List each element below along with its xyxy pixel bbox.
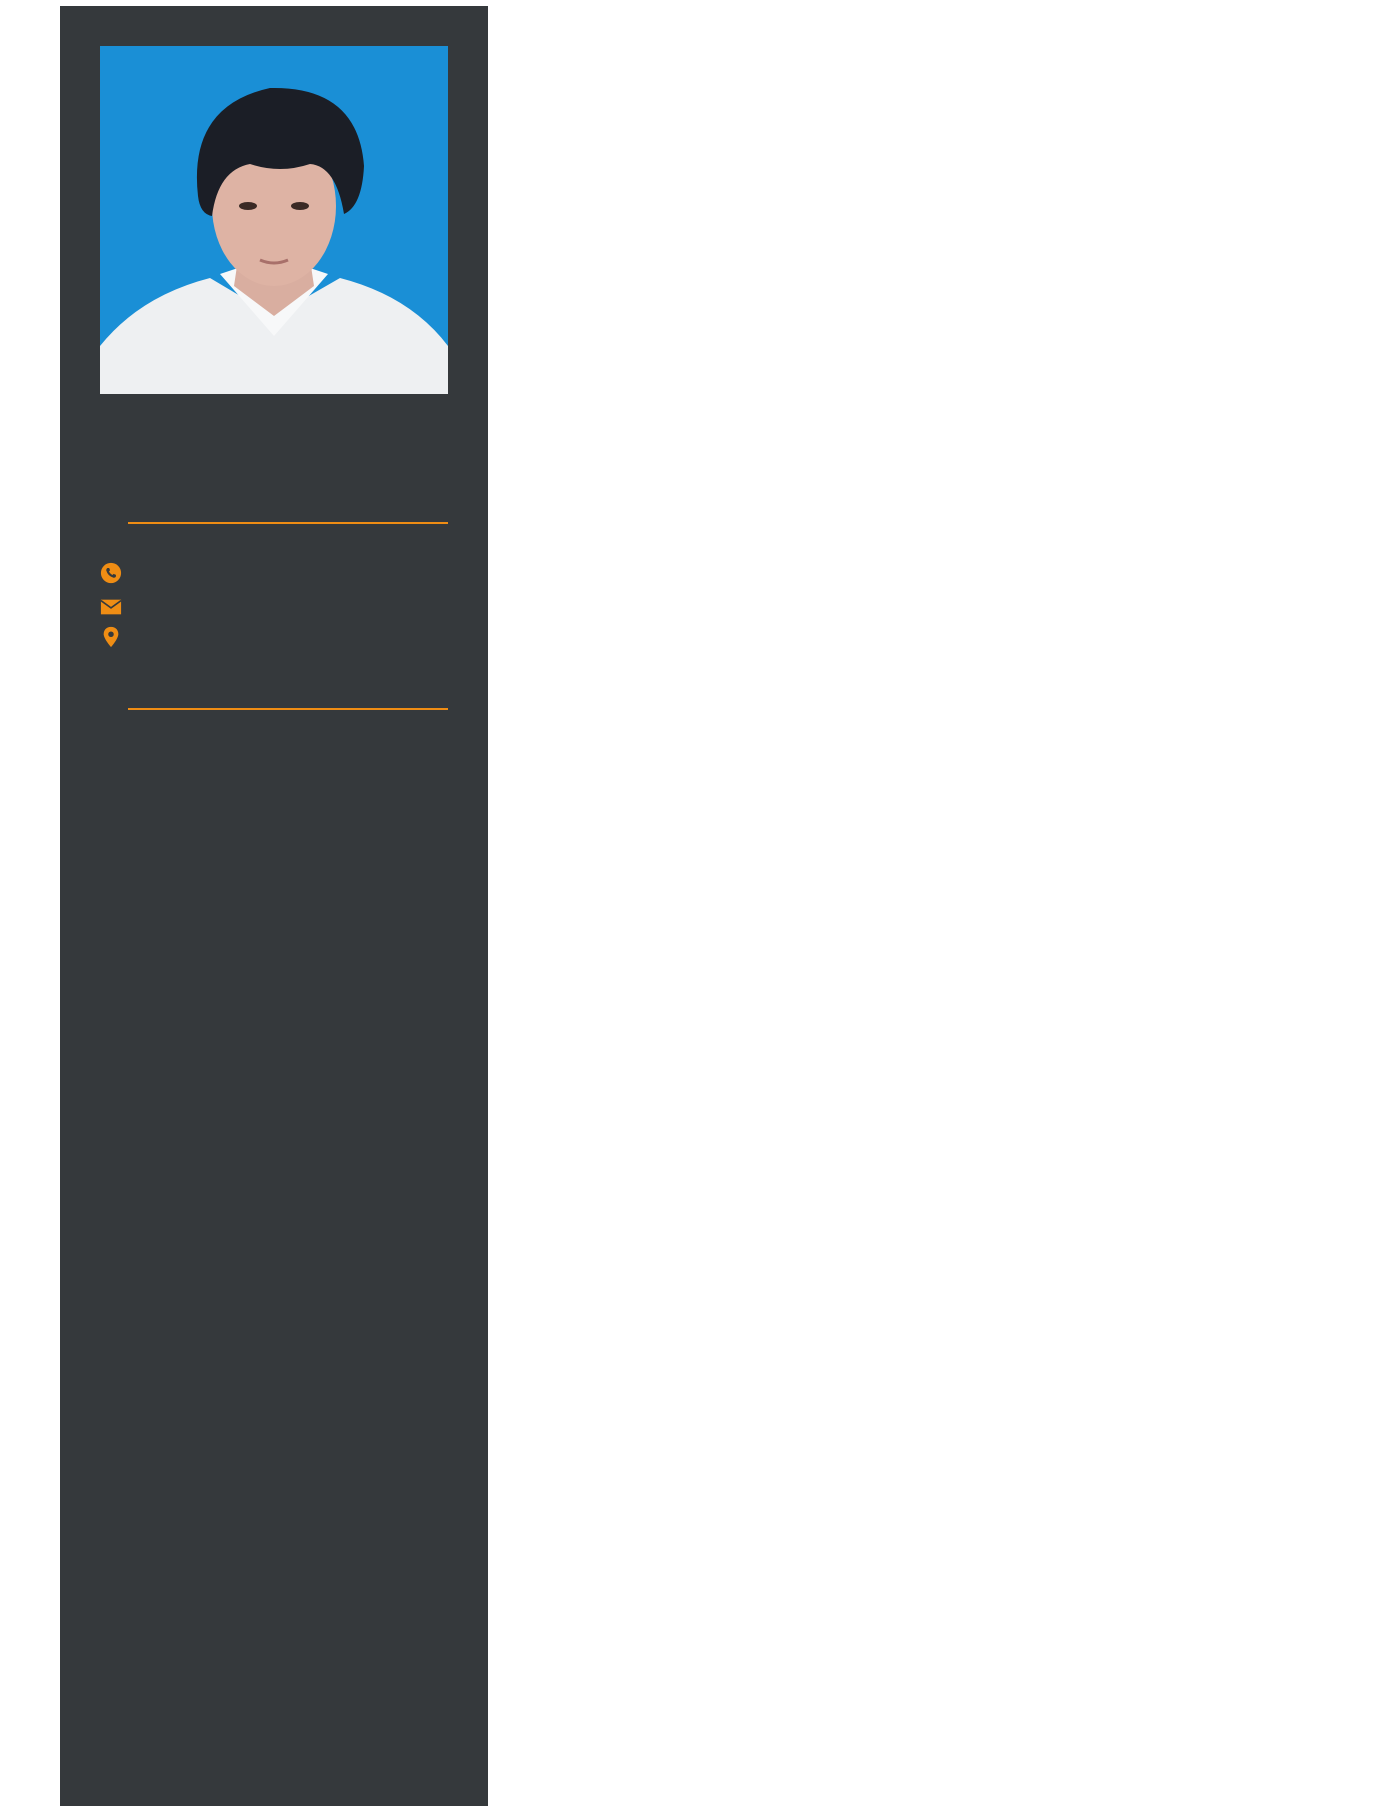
contact-phone <box>100 562 438 584</box>
contact-email <box>100 596 438 618</box>
phone-icon <box>100 562 122 584</box>
profile-photo <box>100 46 448 394</box>
personal-info-heading <box>106 522 448 524</box>
sidebar <box>60 6 488 1806</box>
map-pin-icon <box>100 626 122 648</box>
skills-heading <box>106 708 448 710</box>
heading-rule <box>128 522 448 524</box>
cv-page <box>60 6 1342 1806</box>
heading-rule <box>128 708 448 710</box>
portrait-image <box>100 46 448 394</box>
contact-address <box>100 620 438 648</box>
envelope-icon <box>100 596 122 618</box>
